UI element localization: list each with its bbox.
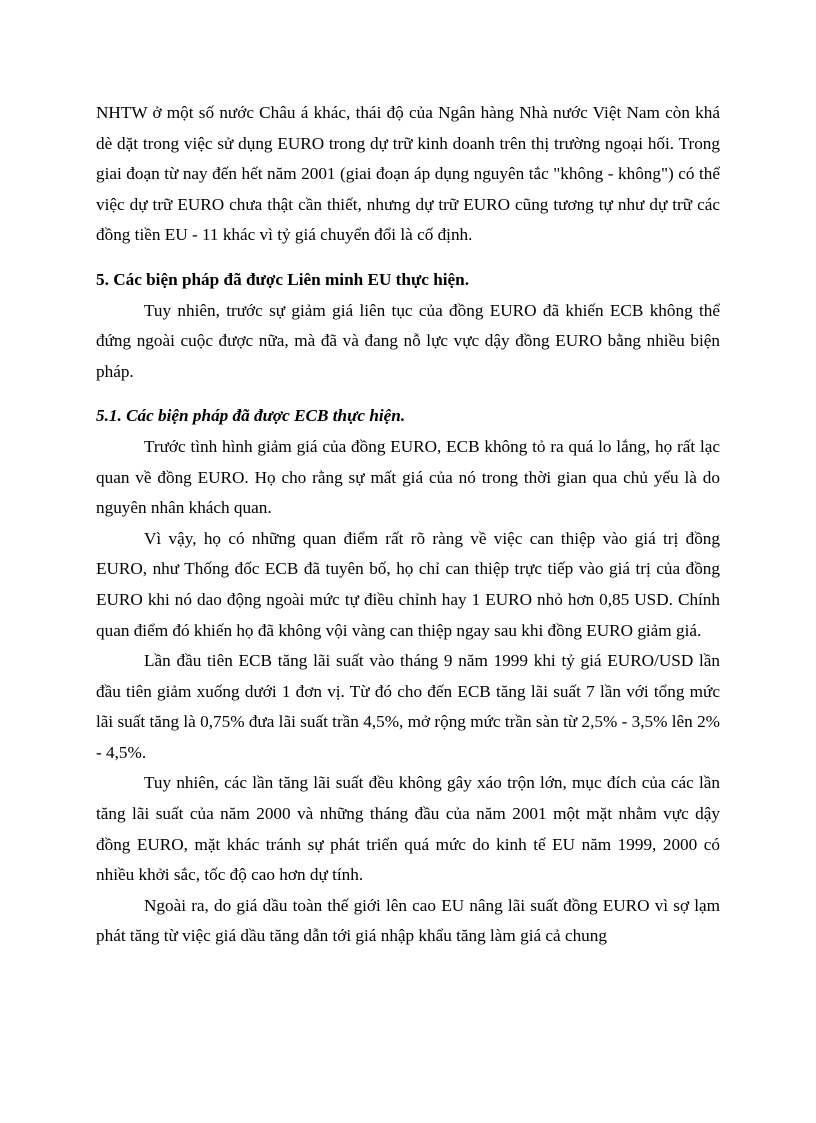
paragraph-section-5: Tuy nhiên, trước sự giảm giá liên tục của đồng EURO đã khiến ECB không thể đứng ngoài cuộc được nữa, mà đã và đang nỗ lực vực dậy đồng EURO bằng nhiều biện pháp. <box>96 300 720 381</box>
paragraph-1: Trước tình hình giảm giá của đồng EURO, ECB không tỏ ra quá lo lắng, họ rất lạc quan về đồng EURO. Họ cho rằng sự mất giá của nó trong thời gian qua chủ yếu là do nguyên nhân khách quan. <box>96 436 720 518</box>
paragraph-3: Lần đầu tiên ECB tăng lãi suất vào tháng 9 năm 1999 khi tỷ giá EURO/USD lần đầu tiên giảm xuống dưới 1 đơn vị. Từ đó cho đến ECB tăng lãi suất 7 lần với tổng mức lãi suất tăng là 0,75% đưa lãi suất trần 4,5%, mở rộng mức trần sàn từ 2,5% - 3,5% lên 2% - 4,5%. <box>96 651 720 762</box>
section-5-1-heading: 5.1. Các biện pháp đã được ECB thực hiện. <box>96 406 406 426</box>
document-body <box>96 98 720 952</box>
paragraph-intro: NHTW ở một số nước Châu á khác, thái độ của Ngân hàng Nhà nước Việt Nam còn khá dè dặt trong việc sử dụng EURO trong dự trữ kinh doanh trên thị trường ngoại hối. Trong giai đoạn từ nay đến hết năm 2001 (giai đoạn áp dụng nguyên tắc "không - không") có thể việc dự trữ EURO chưa thật cần thiết, nhưng dự trữ EURO cũng tương tự như dự trữ các đồng tiền EU - 11 khác vì tỷ giá chuyển đổi là cố định. <box>96 103 720 245</box>
paragraph-2: Vì vậy, họ có những quan điểm rất rõ ràng về việc can thiệp vào giá trị đồng EURO, như Thống đốc ECB đã tuyên bố, họ chỉ can thiệp trực tiếp vào giá trị của đồng EURO khi nó dao động ngoài mức tự điều chỉnh hay 1 EURO nhỏ hơn 0,85 USD. Chính quan điểm đó khiến họ đã không vội vàng can thiệp ngay sau khi đồng EURO giảm giá. <box>96 528 720 640</box>
section-5-heading: 5. Các biện pháp đã được Liên minh EU thực hiện. <box>96 269 470 289</box>
paragraph-4: Tuy nhiên, các lần tăng lãi suất đều không gây xáo trộn lớn, mục đích của các lần tăng lãi suất của năm 2000 và những tháng đầu của năm 2001 một mặt nhằm vực dậy đồng EURO, mặt khác tránh sự phát triển quá mức do kinh tế EU năm 1999, 2000 có nhiều khởi sắc, tốc độ cao hơn dự tính. <box>96 773 720 885</box>
paragraph-5: Ngoài ra, do giá dầu toàn thế giới lên cao EU nâng lãi suất đồng EURO vì sợ lạm phát tăng từ việc giá dầu tăng dẫn tới giá nhập khẩu tăng làm giá cả chung <box>96 895 720 946</box>
